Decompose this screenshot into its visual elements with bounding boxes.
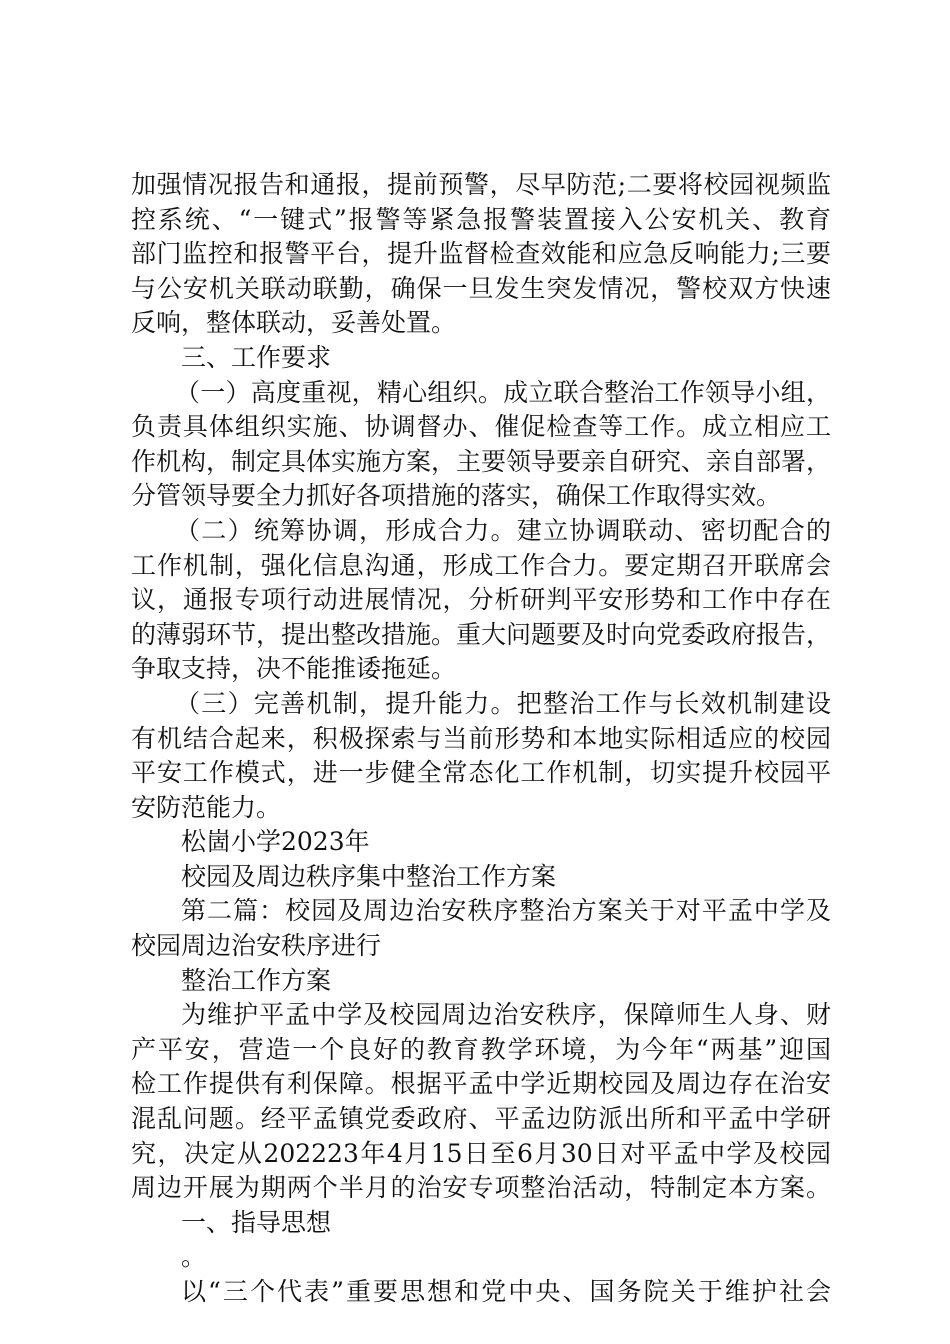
text-line: 分管领导要全力抓好各项措施的落实，确保工作取得实效。 — [131, 481, 782, 511]
text-line: （二）统筹协调，形成合力。建立协调联动、密切配合的 — [175, 515, 831, 545]
signature-line: 松崮小学2023年 — [181, 827, 370, 857]
text-line: （一）高度重视，精心组织。成立联合整治工作领导小组， — [175, 377, 831, 407]
text-line: 与公安机关联动联勤，确保一旦发生突发情况，警校双方快速 — [131, 273, 831, 303]
text-line: 究，决定从202223年4月15日至6月30日对平孟中学及校园 — [131, 1138, 831, 1168]
document-title: 整治工作方案 — [181, 965, 332, 995]
text-line: 争取支持，决不能推诿拖延。 — [131, 654, 457, 684]
text-line: 的薄弱环节，提出整改措施。重大问题要及时向党委政府报告， — [131, 619, 832, 649]
document-body — [131, 168, 831, 1310]
text-line: 有机结合起来，积极探索与当前形势和本地实际相适应的校园 — [131, 723, 831, 753]
text-line: 平安工作模式，进一步健全常态化工作机制，切实提升校园平 — [131, 758, 831, 788]
text-line: 加强情况报告和通报，提前预警，尽早防范;二要将校园视频监 — [131, 170, 831, 199]
text-line: 反响，整体联动，妥善处置。 — [131, 308, 457, 338]
document-title: 校园及周边秩序集中整治工作方案 — [181, 861, 557, 891]
text-line: 检工作提供有利保障。根据平孟中学近期校园及周边存在治安 — [131, 1069, 831, 1099]
section-heading: 一、指导思想 — [181, 1207, 332, 1237]
text-line: 以“三个代表”重要思想和党中央、国务院关于维护社会 — [181, 1277, 831, 1306]
text-line: 工作机制，强化信息沟通，形成工作合力。要定期召开联席会 — [131, 550, 831, 580]
text-line: 混乱问题。经平孟镇党委政府、平孟边防派出所和平孟中学研 — [131, 1104, 831, 1134]
text-line: 校园周边治安秩序进行 — [131, 931, 382, 961]
text-line: 控系统、“一键式”报警等紧急报警装置接入公安机关、教育 — [131, 204, 831, 234]
text-line: 第二篇：校园及周边治安秩序整治方案关于对平孟中学及 — [181, 896, 831, 926]
text-line: 产平安，营造一个良好的教育教学环境，为今年“两基”迎国 — [131, 1034, 831, 1064]
text-line: 议，通报专项行动进展情况，分析研判平安形势和工作中存在 — [131, 585, 831, 615]
text-line: 作机构，制定具体实施方案，主要领导要亲自研究、亲自部署， — [131, 446, 832, 476]
text-line: 负责具体组织实施、协调督办、催促检查等工作。成立相应工 — [131, 412, 831, 442]
text-line: 为维护平孟中学及校园周边治安秩序，保障师生人身、财 — [181, 1000, 831, 1030]
section-heading: 三、工作要求 — [181, 342, 332, 372]
text-line: 周边开展为期两个半月的治安专项整治活动，特制定本方案。 — [131, 1173, 831, 1203]
text-line: 安防范能力。 — [131, 792, 282, 822]
text-line: （三）完善机制，提升能力。把整治工作与长效机制建设 — [175, 688, 831, 718]
text-line: 部门监控和报警平台，提升监督检查效能和应急反响能力;三要 — [131, 239, 831, 269]
text-line: 。 — [181, 1242, 207, 1272]
